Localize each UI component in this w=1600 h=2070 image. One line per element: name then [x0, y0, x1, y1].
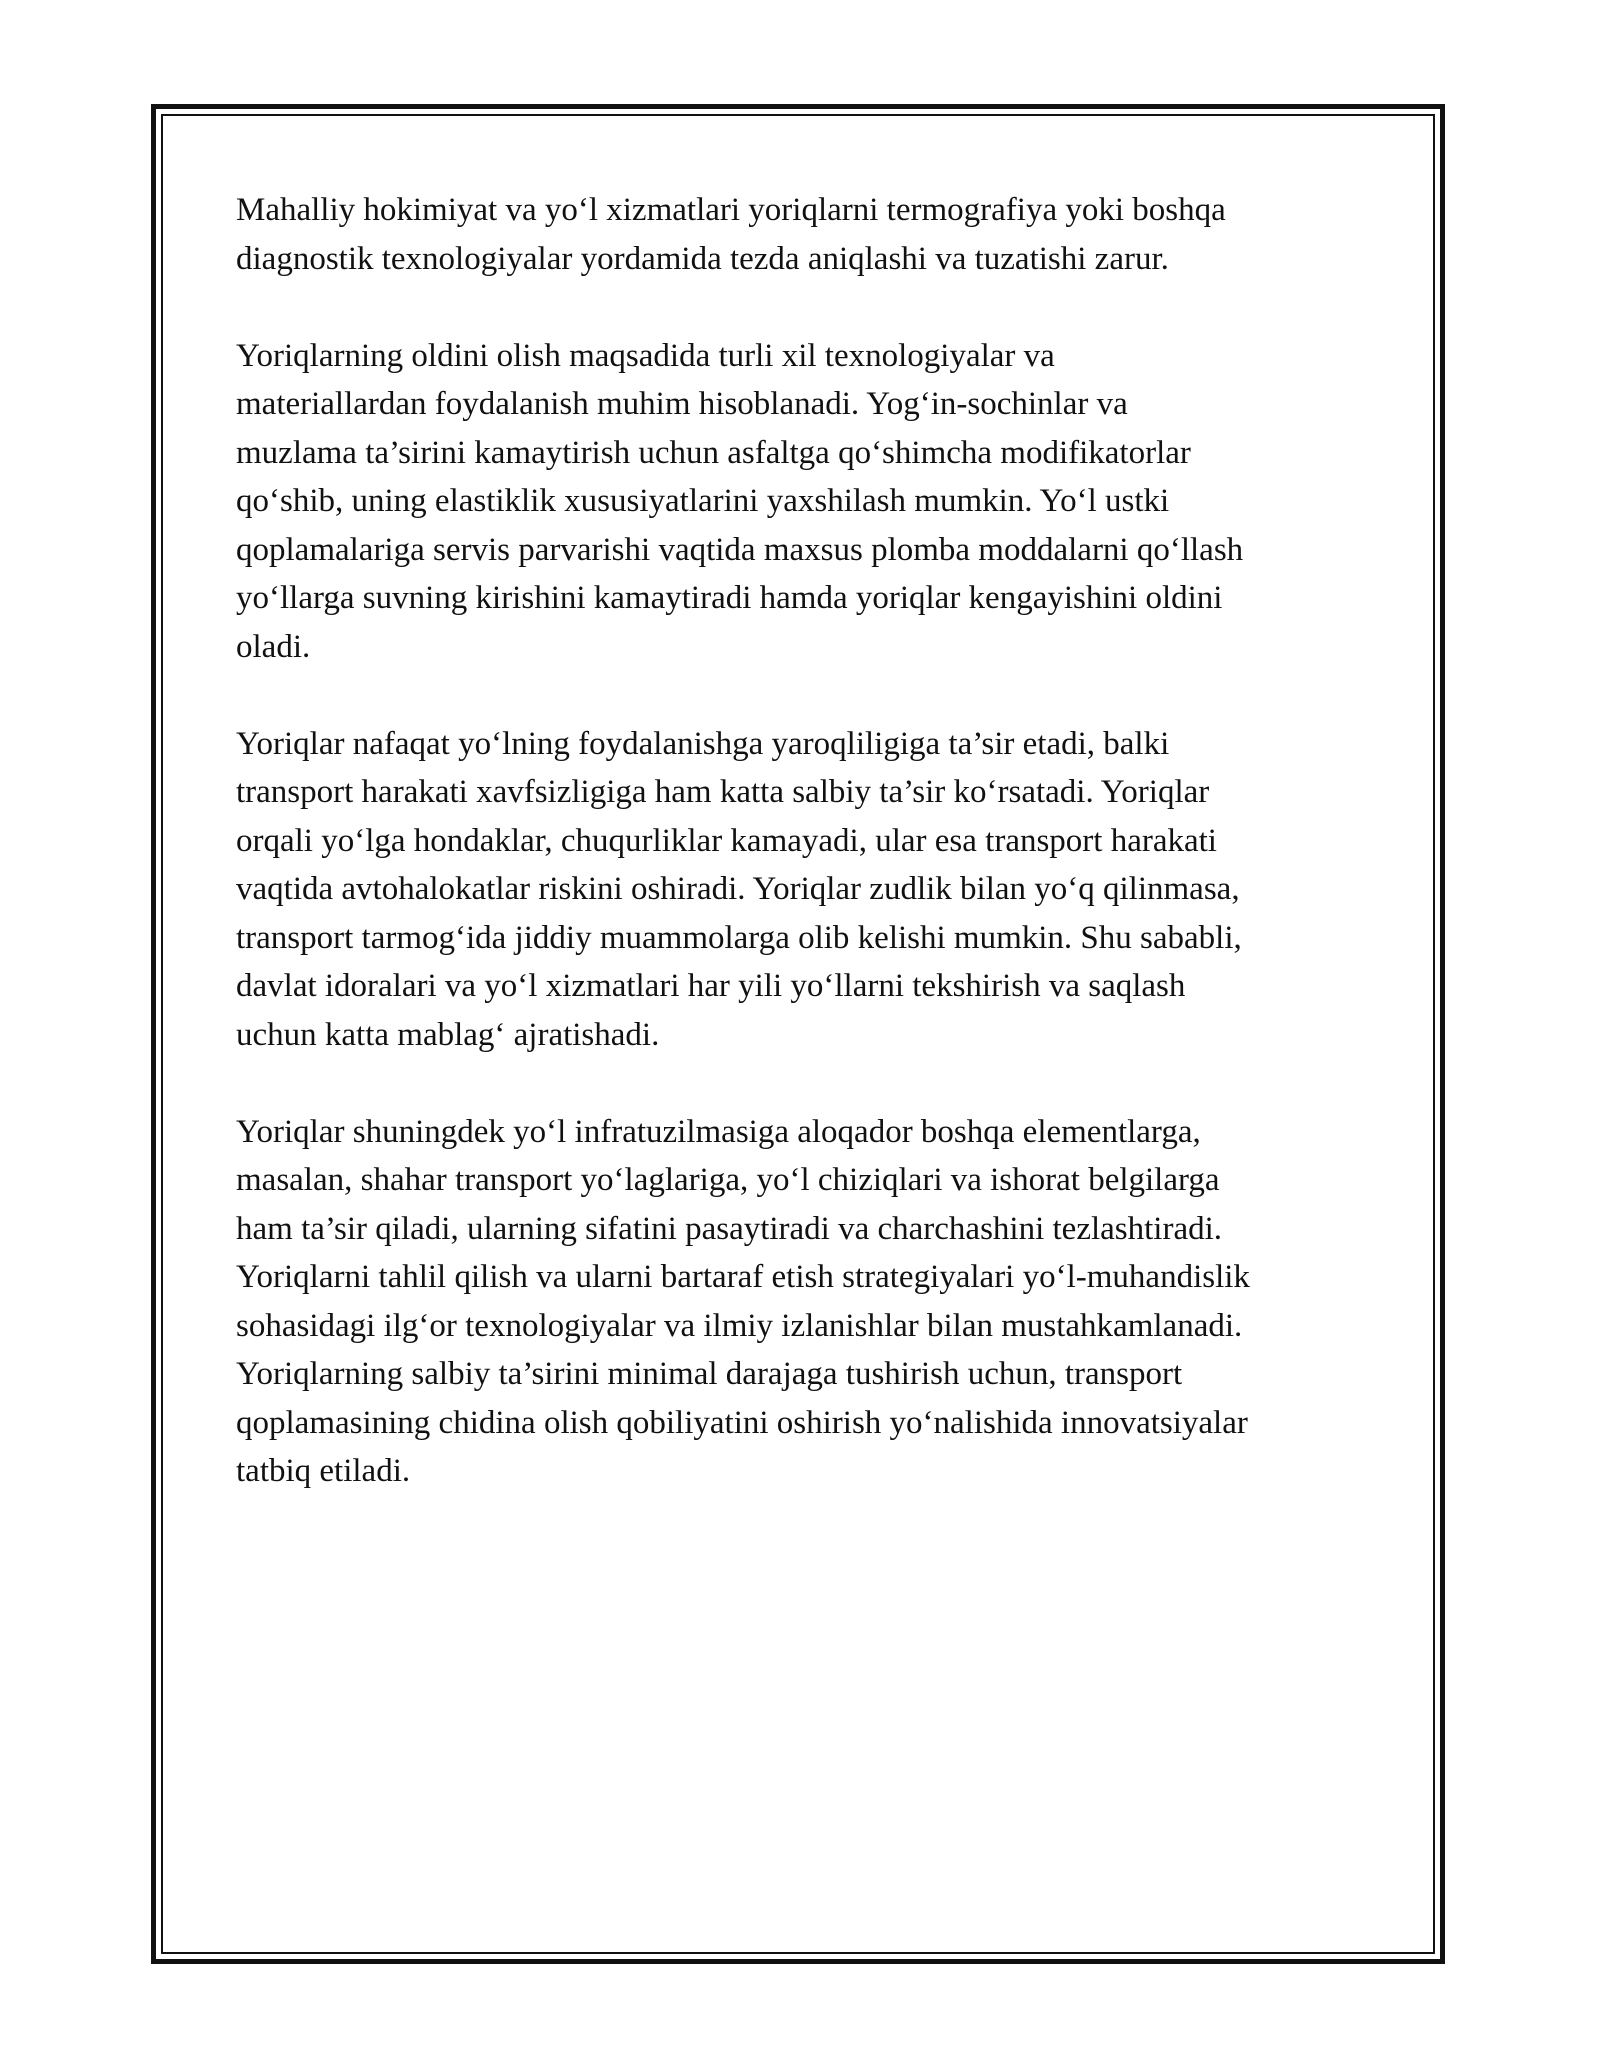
text-line: Yoriqlarni tahlil qilish va ularni bartaraf etish strategiyalari yo‘l-muhandislik [236, 1259, 1250, 1295]
text-line: qoplamasining chidina olish qobiliyatini oshirish yo‘nalishida innovatsiyalar [236, 1404, 1248, 1441]
text-line: muzlama ta’sirini kamaytirish uchun asfaltga qo‘shimcha modifikatorlar [236, 434, 1191, 471]
text-line: oladi. [236, 628, 311, 665]
paragraph-2 [236, 332, 1376, 672]
text-line: Yoriqlar nafaqat yo‘lning foydalanishga yaroqliligiga ta’sir etadi, balki [236, 725, 1170, 762]
text-line: ham ta’sir qiladi, ularning sifatini pasaytiradi va charchashini tezlashtiradi. [236, 1210, 1223, 1247]
text-line: transport tarmog‘ida jiddiy muammolarga olib kelishi mumkin. Shu sababli, [236, 919, 1242, 956]
paragraph-1 [236, 186, 1376, 283]
text-line: Mahalliy hokimiyat va yo‘l xizmatlari yoriqlarni termografiya yoki boshqa [236, 192, 1226, 228]
text-line: masalan, shahar transport yo‘laglariga, yo‘l chiziqlari va ishorat belgilarga [236, 1162, 1220, 1198]
text-line: Yoriqlarning salbiy ta’sirini minimal darajaga tushirish uchun, transport [236, 1356, 1183, 1392]
text-line: materiallardan foydalanish muhim hisoblanadi. Yog‘in-sochinlar va [236, 386, 1128, 422]
text-line: Yoriqlarning oldini olish maqsadida turli xil texnologiyalar va [236, 337, 1055, 374]
text-line: sohasidagi ilg‘or texnologiyalar va ilmiy izlanishlar bilan mustahkamlanadi. [236, 1307, 1243, 1344]
text-line: qoplamalariga servis parvarishi vaqtida maxsus plomba moddalarni qo‘llash [236, 531, 1244, 568]
text-line: tatbiq etiladi. [236, 1453, 411, 1489]
text-line: Yoriqlar shuningdek yo‘l infratuzilmasiga aloqador boshqa elementlarga, [236, 1113, 1201, 1150]
paragraph-4 [236, 1108, 1376, 1496]
paragraph-3 [236, 720, 1376, 1060]
document-body [236, 186, 1376, 1544]
text-line: diagnostik texnologiyalar yordamida tezda aniqlashi va tuzatishi zarur. [236, 240, 1169, 277]
text-line: uchun katta mablag‘ ajratishadi. [236, 1016, 660, 1053]
text-line: davlat idoralari va yo‘l xizmatlari har yili yo‘llarni tekshirish va saqlash [236, 968, 1186, 1004]
text-line: yo‘llarga suvning kirishini kamaytiradi hamda yoriqlar kengayishini oldini [236, 580, 1223, 616]
text-line: orqali yo‘lga hondaklar, chuqurliklar kamayadi, ular esa transport harakati [236, 822, 1217, 859]
text-line: qo‘shib, uning elastiklik xususiyatlarini yaxshilash mumkin. Yo‘l ustki [236, 483, 1170, 519]
text-line: vaqtida avtohalokatlar riskini oshiradi. Yoriqlar zudlik bilan yo‘q qilinmasa, [236, 871, 1240, 907]
text-line: transport harakati xavfsizligiga ham katta salbiy ta’sir ko‘rsatadi. Yoriqlar [236, 774, 1210, 810]
